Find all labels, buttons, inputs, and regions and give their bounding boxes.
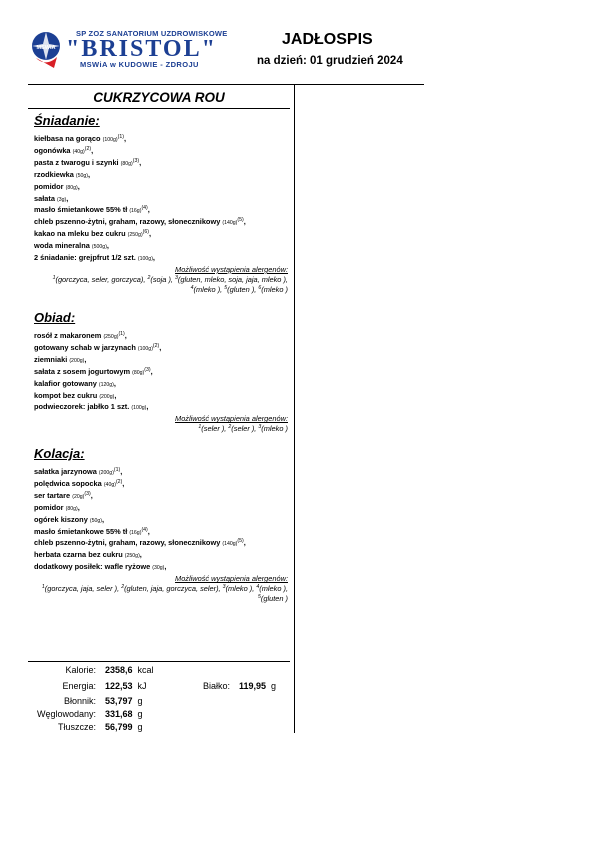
calories-label: Kalorie: xyxy=(65,665,96,675)
meal-item-portion: (80g) xyxy=(132,369,145,376)
meal-item: kakao na mleku bez cukru $(250g)^{(6)}$, xyxy=(34,229,152,239)
meal-item-allergen-ref: (3) xyxy=(144,366,151,373)
meal-item: chleb pszenno-żytni, graham, razowy, słonecznikowy $(140g)^{(5)}$, xyxy=(34,217,246,227)
meal-item-portion: (140g) xyxy=(222,541,238,548)
allergen-number: 1 xyxy=(198,424,202,431)
allergen-text: (gluten ) xyxy=(260,594,288,604)
allergen-number: 2 xyxy=(121,584,125,591)
meal-item-portion: (50g) xyxy=(75,172,89,179)
energy-value: 122,53 kJ xyxy=(105,681,147,691)
meal-item-portion: (3g) xyxy=(57,196,67,203)
meal-dinner xyxy=(34,446,288,604)
allergen-text: (seler ), xyxy=(231,424,259,434)
logo-emblem xyxy=(30,30,62,70)
energy-label: Energia: xyxy=(62,681,96,691)
meal-item-portion: (40g) xyxy=(103,481,116,488)
meal-item-portion: (200g) xyxy=(99,393,115,400)
meal-item-name: sałata z sosem jogurtowym xyxy=(34,366,131,376)
meal-item-allergen-ref: (5) xyxy=(237,538,244,545)
meal-item-name: pomidor xyxy=(34,181,64,191)
meal-item: ser tartare $(20g)^{(3)}$, xyxy=(34,490,93,500)
meal-item-portion: (250g) xyxy=(103,334,119,340)
allergen-text: (mleko ), xyxy=(259,584,288,594)
allergen-text: (gluten, mleko, soja, jaja, mleko ), xyxy=(177,274,288,284)
meal-item: masło śmietankowe 55% tł $(16g)^{(4)}$, xyxy=(34,205,150,215)
meal-item: woda mineralna (500g), xyxy=(34,241,109,251)
summary-divider xyxy=(28,661,290,662)
allergen-number: 3 xyxy=(222,584,226,591)
allergen-text: (mleko ) xyxy=(261,284,288,294)
meal-item-name: pasta z twarogu i szynki xyxy=(34,157,119,167)
meal-item-portion: (80g) xyxy=(65,184,78,191)
meal-item: podwieczorek: jabłko 1 szt. (100g), xyxy=(34,402,149,412)
fat-label: Tłuszcze: xyxy=(57,722,96,732)
logo-emblem-text: MSWiA xyxy=(36,45,56,51)
allergen-number: 1 xyxy=(52,274,56,281)
allergen-heading: Możliwość wystąpienia alergenów: xyxy=(175,264,288,274)
meal-item-portion: (120g) xyxy=(98,381,114,388)
meal-item: ziemniaki (200g), xyxy=(34,354,87,364)
meal-item: ogórek kiszony (50g), xyxy=(34,514,105,524)
meal-item: kalafior gotowany (120g), xyxy=(34,378,116,388)
meal-item-portion: (100g) xyxy=(137,256,153,263)
allergen-number: 5 xyxy=(257,594,261,601)
meal-item-allergen-ref: (3) xyxy=(84,490,91,497)
meal-item-portion: (500g) xyxy=(91,244,107,251)
allergen-text: (gorczyca, jaja, seler ), xyxy=(44,584,122,594)
meal-item-name: 2 śniadanie: grejpfrut 1/2 szt. xyxy=(34,253,136,263)
meal-item-name: sałata xyxy=(34,193,55,203)
meal-item: pasta z twarogu i szynki $(80g)^{(3)}$, xyxy=(34,157,142,167)
logo-main-text: "BRISTOL" xyxy=(66,36,217,62)
meal-item: dodatkowy posiłek: wafle ryżowe (30g), xyxy=(34,562,167,572)
meal-item-portion: (80g) xyxy=(65,505,78,512)
meal-item-name: woda mineralna xyxy=(34,241,90,251)
meal-item-name: polędwica sopocka xyxy=(34,478,104,488)
meal-item-portion: (100g) xyxy=(102,137,118,143)
meal-item: gotowany schab w jarzynach $(100g)^{(2)}$, xyxy=(34,342,162,352)
meal-item: herbata czarna bez cukru (250g), xyxy=(34,550,142,560)
protein-label: Białko: xyxy=(202,681,230,691)
carbs-value: 331,68 g xyxy=(105,709,143,719)
meal-item-allergen-ref: (4) xyxy=(141,526,148,533)
allergen-number: 6 xyxy=(258,284,262,291)
allergen-number: 2 xyxy=(228,424,232,431)
meal-item-name: dodatkowy posiłek: wafle ryżowe xyxy=(34,562,151,572)
allergen-text: (gluten, jaja, gorczyca, seler), xyxy=(124,584,223,594)
meal-item-allergen-ref: (4) xyxy=(141,205,148,212)
allergen-text: (mleko ), xyxy=(225,584,257,594)
meal-item-name: kakao na mleku bez cukru xyxy=(34,229,126,239)
allergen-text: (gluten ), xyxy=(227,284,259,294)
meal-item-portion: (50g) xyxy=(89,517,102,524)
meal-item-name: podwieczorek: jabłko 1 szt. xyxy=(34,402,130,412)
allergen-heading: Możliwość wystąpienia alergenów: xyxy=(175,414,288,424)
header-divider xyxy=(28,84,424,85)
meal-title: Obiad: xyxy=(34,310,76,325)
diet-name: CUKRZYCOWA ROU xyxy=(93,90,225,105)
allergen-list xyxy=(34,584,288,604)
meal-item-name: kalafior gotowany xyxy=(34,378,97,388)
allergen-text: (mleko ) xyxy=(261,424,288,434)
meal-item-portion: (250g) xyxy=(127,232,143,239)
fat-value: 56,799 g xyxy=(105,722,143,732)
meal-item-name: kiełbasa na gorąco xyxy=(34,134,101,143)
meal-item-portion: (20g) xyxy=(72,493,85,500)
meal-item: masło śmietankowe 55% tł $(16g)^{(4)}$, xyxy=(34,526,150,536)
carbs-label: Węglowodany: xyxy=(36,709,96,719)
meal-title: Kolacja: xyxy=(34,446,85,461)
meal-breakfast xyxy=(34,113,288,295)
meal-item-portion: (40g) xyxy=(72,148,85,155)
meal-item-name: ogórek kiszony xyxy=(34,514,88,524)
allergen-heading: Możliwość wystąpienia alergenów: xyxy=(175,574,288,584)
meal-item: chleb pszenno-żytni, graham, razowy, słonecznikowy $(140g)^{(5)}$, xyxy=(34,538,246,548)
meal-item-portion: (30g) xyxy=(152,565,165,572)
meal-item: polędwica sopocka $(40g)^{(2)}$, xyxy=(34,478,125,488)
meal-item: ogonówka $(40g)^{(2)}$, xyxy=(34,145,94,155)
logo-sub-text: MSWiA w KUDOWIE - ZDROJU xyxy=(80,60,199,69)
meal-title: Śniadanie: xyxy=(34,113,100,128)
meal-item-list xyxy=(34,331,288,414)
meal-item-allergen-ref: (6) xyxy=(142,229,150,236)
allergen-number: 3 xyxy=(175,274,178,281)
allergen-number: 2 xyxy=(147,274,151,281)
diet-name-underline xyxy=(28,108,290,109)
meal-item-name: rzodkiewka xyxy=(34,169,74,179)
meal-item: sałata z sosem jogurtowym $(80g)^{(3)}$, xyxy=(34,366,153,376)
meal-item-name: masło śmietankowe 55% tł xyxy=(34,205,128,215)
meal-item-name: ogonówka xyxy=(34,145,71,155)
meal-item-name: masło śmietankowe 55% tł xyxy=(34,526,128,536)
meal-item-portion: (100g) xyxy=(131,405,147,412)
meal-item-allergen-ref: (2) xyxy=(152,342,160,349)
meal-item-portion: (200g) xyxy=(98,470,114,476)
meal-item-name: pomidor xyxy=(34,502,64,512)
document-title: JADŁOSPIS xyxy=(282,31,373,48)
allergen-text: (soja ), xyxy=(150,274,176,284)
meal-item: kompot bez cukru (200g), xyxy=(34,390,117,400)
allergen-number: 1 xyxy=(41,584,45,591)
meal-item-allergen-ref: (2) xyxy=(84,145,92,152)
meal-item-name: kompot bez cukru xyxy=(34,390,98,400)
meal-item-allergen-ref: (5) xyxy=(237,217,244,224)
calories-value: 2358,6 kcal xyxy=(105,665,154,675)
meal-item: sałata (3g), xyxy=(34,193,69,203)
meal-item: pomidor (80g), xyxy=(34,181,80,191)
meal-item-name: gotowany schab w jarzynach xyxy=(34,342,136,352)
allergen-number: 4 xyxy=(256,584,260,591)
meal-item-name: chleb pszenno-żytni, graham, razowy, słonecznikowy xyxy=(34,538,221,548)
meal-item-name: ser tartare xyxy=(34,490,71,500)
meal-item-portion: (16g) xyxy=(129,529,142,536)
allergen-list xyxy=(34,275,288,295)
column-divider xyxy=(294,85,295,733)
meal-item-allergen-ref: (1) xyxy=(113,467,121,473)
menu-date: na dzień: 01 grudzień 2024 xyxy=(257,55,403,67)
allergen-text: (mleko ), xyxy=(193,284,225,294)
meal-item-portion: (16g) xyxy=(129,208,142,215)
meal-item-allergen-ref: (3) xyxy=(132,157,140,164)
meal-item: rosół z makaronem $(250g)^{(1)}$, xyxy=(34,331,127,340)
meal-item-name: herbata czarna bez cukru xyxy=(34,550,123,560)
allergen-list xyxy=(34,424,288,434)
allergen-number: 4 xyxy=(190,284,194,291)
meal-item-portion: (140g) xyxy=(222,220,238,227)
meal-item-allergen-ref: (1) xyxy=(118,331,125,337)
protein-value: 119,95 g xyxy=(239,681,277,691)
meal-item-list xyxy=(34,134,288,265)
meal-item-allergen-ref: (1) xyxy=(117,134,124,140)
meal-item-list xyxy=(34,467,288,574)
meal-item: rzodkiewka (50g), xyxy=(34,169,91,179)
meal-item: sałatka jarzynowa $(200g)^{(1)}$, xyxy=(34,467,123,476)
allergen-text: (seler ), xyxy=(201,424,229,434)
allergen-number: 5 xyxy=(224,284,228,291)
meal-item-portion: (80g) xyxy=(120,160,133,167)
meal-item: kiełbasa na gorąco $(100g)^{(1)}$, xyxy=(34,134,127,143)
meal-lunch xyxy=(34,310,288,434)
meal-item-portion: (100g) xyxy=(137,345,153,352)
meal-item-name: rosół z makaronem xyxy=(34,331,102,340)
logo-top-text: SP ZOZ SANATORIUM UZDROWISKOWE xyxy=(76,29,228,38)
meal-item-portion: (200g) xyxy=(69,357,85,364)
meal-item-name: sałatka jarzynowa xyxy=(34,467,97,476)
meal-item-name: chleb pszenno-żytni, graham, razowy, słonecznikowy xyxy=(34,217,221,227)
fiber-value: 53,797 g xyxy=(105,696,143,706)
allergen-number: 3 xyxy=(258,424,262,431)
meal-item: 2 śniadanie: grejpfrut 1/2 szt. (100g), xyxy=(34,253,155,263)
meal-item-portion: (250g) xyxy=(124,553,140,560)
meal-item-name: ziemniaki xyxy=(34,354,70,364)
fiber-label: Błonnik: xyxy=(63,696,96,706)
meal-item: pomidor (80g), xyxy=(34,502,80,512)
meal-item-allergen-ref: (2) xyxy=(115,478,123,485)
allergen-text: (gorczyca, seler, gorczyca), xyxy=(55,274,148,284)
